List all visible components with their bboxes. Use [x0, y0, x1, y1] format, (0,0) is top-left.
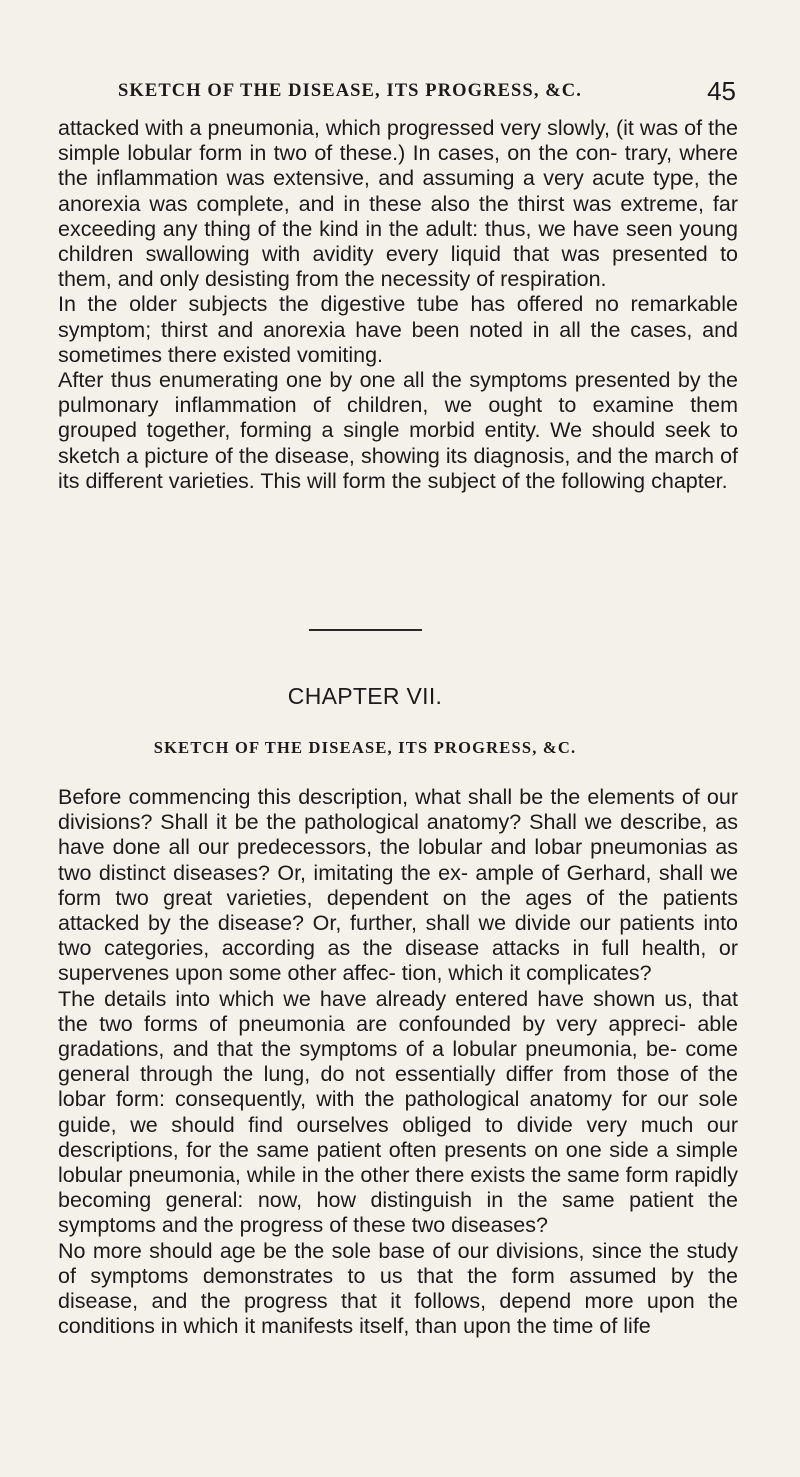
chapter-subtitle	[0, 738, 800, 758]
paragraph: No more should age be the sole base of our divisions, since the study of symptoms demonstrates to us that the form assumed by the disease, and the progress that it follows, depend more upon the conditions in which it manifests itself, than upon the time of life	[58, 1238, 738, 1339]
paragraph: The details into which we have already entered have shown us, that the two forms of pneumonia are confounded by very appreci- able gradations, and that the symptoms of a lobular pneumonia, be- come general through the lung, do not essentially differ from those of the lobar form: consequently, with the pathological anatomy for our sole guide, we should find ourselves obliged to divide very much our descriptions, for the same patient often presents on one side a simple lobular pneumonia, while in the other there exists the same form rapidly becoming general: now, how distinguish in the same patient the symptoms and the progress of these two diseases?	[58, 986, 738, 1238]
paragraph: In the older subjects the digestive tube has offered no remarkable symptom; thirst and anorexia have been noted in all the cases, and sometimes there existed vomiting.	[58, 292, 738, 367]
running-head	[118, 78, 736, 106]
section-divider	[309, 629, 422, 631]
preceding-text-block	[58, 116, 738, 494]
page-number: 45	[707, 76, 736, 106]
running-title: SKETCH OF THE DISEASE, ITS PROGRESS, &C.	[118, 81, 582, 101]
paragraph: attacked with a pneumonia, which progressed very slowly, (it was of the simple lobular form in two of these.) In cases, on the con- trary, where the inflammation was extensive, and assuming a very acute type, the anorexia was complete, and in these also the thirst was extreme, far exceeding any thing of the kind in the adult: thus, we have seen young children swallowing with avidity every liquid that was presented to them, and only desisting from the necessity of respiration.	[58, 116, 738, 292]
chapter-subtitle-text: SKETCH OF THE DISEASE, ITS PROGRESS, &C.	[153, 738, 577, 757]
chapter-heading	[0, 683, 800, 710]
chapter-heading-text: CHAPTER VII.	[287, 683, 443, 709]
paragraph: Before commencing this description, what shall be the elements of our divisions? Shall it be the pathological anatomy? Shall we describe, as have done all our predecessors, the lobular and lobar pneumonias as two distinct diseases? Or, imitating the ex- ample of Gerhard, shall we form two great varieties, dependent on the ages of the patients attacked by the disease? Or, further, shall we divide our patients into two categories, according as the disease attacks in full health, or supervenes upon some other affec- tion, which it complicates?	[58, 785, 738, 986]
chapter-text-block	[58, 785, 738, 1339]
paragraph: After thus enumerating one by one all the symptoms presented by the pulmonary inflammation of children, we ought to examine them grouped together, forming a single morbid entity. We should seek to sketch a picture of the disease, showing its diagnosis, and the march of its different varieties. This will form the subject of the following chapter.	[58, 368, 738, 493]
